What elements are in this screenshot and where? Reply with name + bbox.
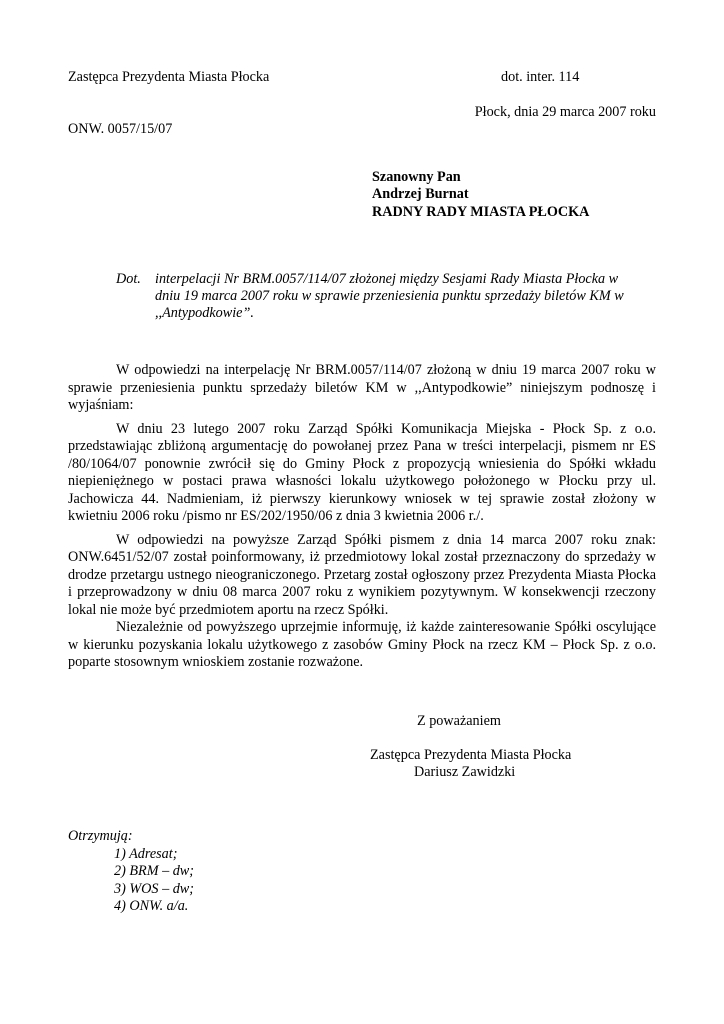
letter-body: [68, 362, 656, 672]
recipient-salutation: Szanowny Pan: [372, 169, 461, 185]
body-paragraph-1: W odpowiedzi na interpelację Nr BRM.0057/114/07 złożoną w dniu 19 marca 2007 roku w sprawie przeniesienia punktu sprzedaży biletów KM w ,,Antypodkowie” niniejszym podnoszę i wyjaśniam:: [68, 362, 656, 413]
distribution-label: Otrzymują:: [68, 828, 133, 844]
body-paragraph-2: W dniu 23 lutego 2007 roku Zarząd Spółki Komunikacja Miejska - Płock Sp. z o.o. przedstawiając zbliżoną argumentację do powołanej przez Pana w treści interpelacji, pismem nr ES /80/1064/07 ponownie zwrócił się do Gminy Płock z propozycją wniesienia do Spółki wkładu niepieniężnego w postaci prawa własności lokalu użytkowego położonego w Płocku przy ul. Jachowicza 44. Nadmieniam, iż pierwszy kierunkowy wniosek w tej sprawie został złożony w kwietniu 2006 roku /pismo nr ES/202/1950/06 z dnia 3 kwietnia 2006 r./.: [68, 420, 656, 524]
signer-title: Zastępca Prezydenta Miasta Płocka: [370, 747, 572, 763]
recipient-name: Andrzej Burnat: [372, 186, 469, 202]
subject-line-3: ,,Antypodkowie”.: [155, 305, 254, 321]
list-item: 2) BRM – dw;: [114, 863, 194, 879]
distribution-list: [68, 828, 194, 916]
reference-inter: dot. inter. 114: [501, 69, 580, 85]
list-item: 3) WOS – dw;: [114, 880, 194, 897]
subject-line-2: dniu 19 marca 2007 roku w sprawie przeniesienia punktu sprzedaży biletów KM w: [155, 288, 624, 304]
subject-label: Dot.: [116, 271, 141, 287]
recipient-position: RADNY RADY MIASTA PŁOCKA: [372, 204, 590, 220]
list-item: 1) Adresat;: [114, 845, 178, 862]
sender-title: Zastępca Prezydenta Miasta Płocka: [68, 69, 270, 85]
signer-name: Dariusz Zawidzki: [414, 764, 516, 780]
document-number: ONW. 0057/15/07: [68, 121, 173, 137]
list-item: 4) ONW. a/a.: [114, 898, 189, 914]
place-date: Płock, dnia 29 marca 2007 roku: [474, 104, 656, 120]
closing-greeting: Z poważaniem: [417, 713, 501, 729]
subject-line-1: interpelacji Nr BRM.0057/114/07 złożonej między Sesjami Rady Miasta Płocka w: [155, 271, 619, 287]
body-paragraph-4: Niezależnie od powyższego uprzejmie informuję, iż każde zainteresowanie Spółki oscylujące w kierunku pozyskania lokalu użytkowego z zasobów Gminy Płock na rzecz KM – Płock Sp. z o.o. poparte stosownym wnioskiem zostanie rozważone.: [68, 619, 656, 670]
body-paragraph-3: W odpowiedzi na powyższe Zarząd Spółki pismem z dnia 14 marca 2007 roku znak: ONW.6451/52/07 został poinformowany, iż przedmiotowy lokal został przeznaczony do sprzedaży w drodze przetargu ustnego nieograniczonego. Przetarg został ogłoszony przez Prezydenta Miasta Płocka i przeprowadzony w dniu 08 marca 2007 roku z wynikiem pozytywnym. W konsekwencji rzeczony lokal nie może być przedmiotem aportu na rzecz Spółki.: [68, 531, 656, 618]
